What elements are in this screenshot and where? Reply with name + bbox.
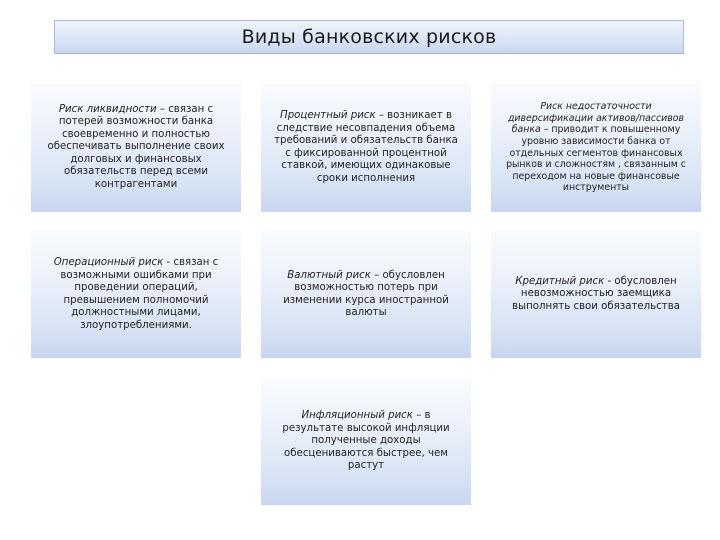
interest-rate-risk-term: Процентный риск bbox=[280, 110, 376, 121]
liquidity-risk-description bbox=[41, 104, 231, 192]
interest-rate-risk-text: – возникает в следствие несовпадения объема требований и обязательств банка с фиксированной процентной ставкой, имеющих одинаковые сроки исполнения bbox=[274, 110, 458, 184]
currency-risk-text: – обусловлен возможностью потерь при изменении курса иностранной валюты bbox=[283, 269, 449, 318]
diversification-risk-term: Риск недостаточности диверсификации активов/пассивов банка bbox=[507, 101, 685, 136]
currency-risk-term: Валютный риск bbox=[287, 269, 371, 281]
liquidity-risk-box bbox=[31, 83, 241, 212]
credit-risk-text: - обусловлен невозможностью заемщика выполнять свои обязательства bbox=[512, 275, 680, 312]
currency-risk-description bbox=[271, 270, 461, 320]
inflation-risk-description bbox=[271, 410, 461, 473]
currency-risk-box bbox=[261, 231, 471, 358]
interest-rate-risk-box bbox=[261, 83, 471, 212]
operational-risk-description bbox=[41, 257, 231, 332]
diversification-risk-box bbox=[491, 83, 701, 212]
title-banner bbox=[54, 20, 684, 54]
interest-rate-risk-description bbox=[271, 110, 461, 185]
operational-risk-box bbox=[31, 231, 241, 358]
page-title: Виды банковских рисков bbox=[241, 26, 497, 48]
credit-risk-term: Кредитный риск bbox=[515, 275, 605, 287]
credit-risk-description bbox=[501, 276, 691, 314]
diversification-risk-text: – приводит к повышенному уровню зависимости банка от отдельных сегментов финансовых рынков и сложностям , связанным с переходом на новые финансовые инструменты bbox=[506, 124, 686, 194]
diversification-risk-description bbox=[501, 101, 691, 194]
inflation-risk-box bbox=[261, 378, 471, 505]
operational-risk-text: - связан с возможными ошибками при проведении операций, превышением полномочий должностными лицами, злоупотреблениями. bbox=[60, 257, 219, 331]
liquidity-risk-text: – связан с потерей возможности банка своевременно и полностью обеспечивать выполнение своих долговых и финансовых обязательств перед всеми контрагентами bbox=[47, 103, 225, 190]
inflation-risk-text: – в результате высокой инфляции полученные доходы обесцениваются быстрее, чем растут bbox=[282, 410, 450, 472]
operational-risk-term: Операционный риск bbox=[53, 257, 164, 268]
liquidity-risk-term: Риск ликвидности bbox=[58, 103, 157, 115]
inflation-risk-term: Инфляционный риск bbox=[301, 410, 413, 422]
credit-risk-box bbox=[491, 231, 701, 358]
